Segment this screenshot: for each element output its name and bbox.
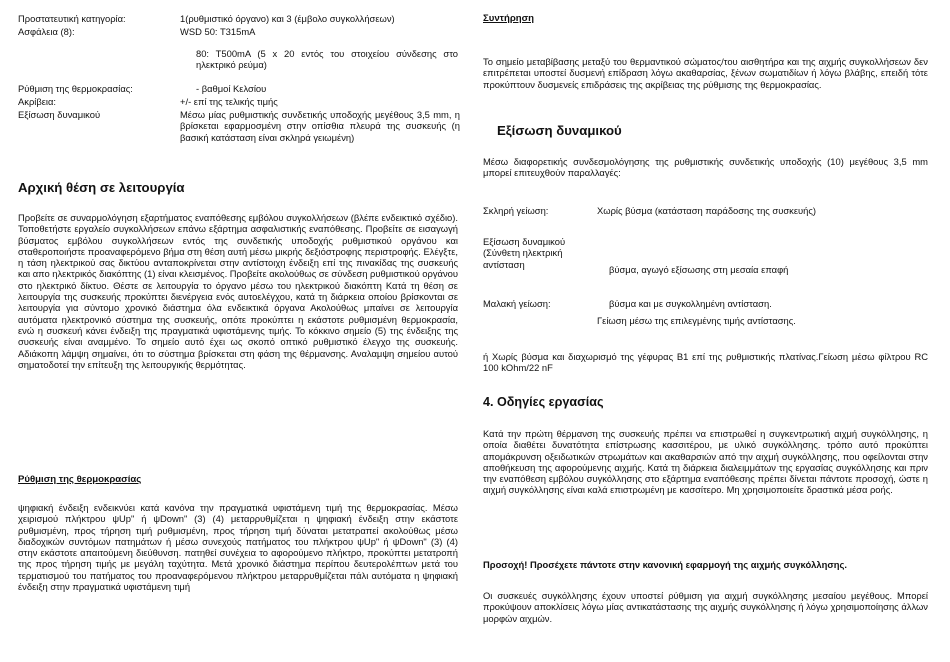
- spec-value: WSD 50: T315mA: [180, 26, 256, 37]
- grounding-value: Γείωση μέσω της επιλεγμένης τιμής αντίστασης.: [597, 315, 796, 326]
- equalization-heading: Εξίσωση δυναμικού: [497, 123, 622, 138]
- commissioning-heading: Αρχική θέση σε λειτουργία: [18, 180, 185, 195]
- grounding-row: [483, 205, 928, 217]
- equalization-intro: Μέσω διαφορετικής συνδεσμολόγησης της ρυθμιστικής συνδετικής υποδοχής (10) μεγέθους 3,5 mm μπορεί επιτευχθούν παραλλαγές:: [483, 156, 928, 179]
- equalization-note: ή Χωρίς βύσμα και διαχωρισμό της γέφυρας Β1 επί της ρυθμιστικής πλατίνας.Γείωση μέσω φίλτρου RC 100 kOhm/22 nF: [483, 351, 928, 374]
- grounding-value: βύσμα, αγωγό εξίσωσης στη μεσαία επαφή: [609, 264, 789, 275]
- temp-setting-text: ψηφιακή ένδειξη ενδεικνύει κατά κανόνα την πραγματικά υφιστάμενη τιμή της θερμοκρασίας. Μέσω χειρισμού πλήκτρου ψUp" ή ψDown" (3) (4) μεταρρυθμίζεται η ψηφιακή ένδειξη στην εκάστοτε ρυθμισμένη, προς τήρηση τιμή ρυθμισμένη, προς τήρηση τιμή δύναται μετατραπεί ακολούθως μέσω διαδοχικών συντόμων πατημάτων ή μέσω συνεχούς πατήματος του πλήκτρου ψUp" ή ψDown" (3) (4) στην εκάστοτε απαιτούμενη διεύθυνση. πατηθεί συνέχεια το αφορούμενο πλήκτρο, προκύπτει μετατροπή της προς τήρηση τιμής με μεγάλη ταχύτητα. Μετά χρονικό διάστημα περίπου δευτερολέπτων μετά του τερματισμού του πατήματος του προαναφερόμενου πλήκτρου μεταρρυθμίζεται πάλι αυτόματα η ψηφιακή ένδειξη στην πραγματικά υφιστάμενη τιμή: [18, 502, 458, 593]
- spec-key: Ακρίβεια:: [18, 96, 57, 107]
- final-text: Οι συσκευές συγκόλλησης έχουν υποστεί ρύθμιση για αιχμή συγκόλλησης μεσαίου μεγέθους. Μπορεί προκύψουν αποκλίσεις λόγω μίας αντικατάστασης της αιχμής συγκόλλησης ή λόγω χρησιμοποίησης άλλων μορφών αιχμών.: [483, 590, 928, 624]
- spec-row: [18, 26, 458, 38]
- grounding-row: [483, 236, 928, 275]
- spec-row: [18, 48, 458, 72]
- grounding-key: Σκληρή γείωση:: [483, 205, 549, 216]
- spec-value: 1(ρυθμιστικό όργανο) και 3 (έμβολο συγκολλήσεων): [180, 13, 395, 24]
- spec-key: Προστατευτική κατηγορία:: [18, 13, 126, 24]
- temp-setting-heading: Ρύθμιση της θερμοκρασίας: [18, 474, 142, 485]
- spec-value: 80: T500mA (5 x 20 εντός του στοιχείου σύνδεσης στο ηλεκτρικό ρεύμα): [196, 48, 458, 71]
- spec-key: Εξίσωση δυναμικού: [18, 109, 101, 120]
- grounding-value: Χωρίς βύσμα (κατάσταση παράδοσης της συσκευής): [597, 205, 816, 216]
- spec-row: [18, 109, 458, 145]
- commissioning-text: Προβείτε σε συναρμολόγηση εξαρτήματος εναπόθεσης εμβόλου συγκολλήσεων (βλέπε ενδεικτικό σχέδιο). Τοποθετήστε εργαλείο συγκολλήσεων επάνω εξάρτημα ασφαλιστικής εναπόθεσης. Προβείτε σε εισαγωγή βύσματος εμβόλου συγκολλήσεων εντός της συνδετικής υποδοχής ρυθμιστικού οργάνου και σταθεροποιήστε προαναφερόμενο βήμα στη θέση αυτή μέσω μικρής δεξιόστροφης περιστροφής. Ελέγξτε, η τάση ηλεκτρικού σας δικτύου ανταποκρίνεται στην αντίστοιχη ένδειξη επί της πινακίδας της συσκευής και απο ηλεκτρικός διακόπτης (1) είναι κλεισμένος. Προβείτε ακολούθως σε σύνδεση ρυθμιστικού οργάνου στο ηλεκτρικό δίκτυο. Θέστε σε λειτουργία το όργανο μέσω του ηλεκτρικού διακόπτη Κατά τη θέση σε λειτουργία της συσκευής προκύπτει διενέργεια ενός αυτοελέγχου, κατά τη διάρκεια οποίου βρίσκονται σε λειτουργία για σύντομο χρονικό διάστημα όλα ενδεικτικά όργανα Ακολούθως μπαίνει σε λειτουργία αυτόματα ηλεκτρονικό σύστημα της συσκευής, οπότε προκύπτει η εκάστοτε ρυθμισμένη θερμοκρασία, ενώ η συσκευή κάνει ένδειξη της πραγματικά υφιστάμενης τιμής. Το κόκκινο σημείο (5) της ένδειξης της συσκευής είναι αναμμένο. Το σημείο αυτό έχει ως σκοπό οπτικό ρυθμιστικό έλεγχο της συσκευής. Αδιάκοπη λάμψη σημαίνει, ότι το σύστημα βρίσκεται στη φάση της θέρμανσης. Αναλαμψη σημείου αυτού σηματοδοτεί την επίτευξη της λειτουργικής θερμότητας.: [18, 212, 458, 370]
- grounding-row: [483, 315, 928, 327]
- grounding-row: [483, 298, 928, 310]
- left-column: [18, 0, 458, 662]
- maintenance-text: Το σημείο μεταβίβασης μεταξύ του θερμαντικού σώματος/του αισθητήρα και της αιχμής συγκολλήσεων δεν επιτρέπεται υποστεί δυσμενή επίδραση λόγω ακαθαρσίας, ξένων σωματιδίων ή λόγω βλάβης, επειδή τότε προκύπτουν δυσμενείς επιδράσεις της ακρίβειας της ρύθμισης της θερμοκρασίας.: [483, 56, 928, 90]
- grounding-key: Εξίσωση δυναμικού (Σύνθετη ηλεκτρική αντίσταση: [483, 236, 566, 270]
- right-column: [483, 0, 928, 662]
- spec-key: Ασφάλεια (8):: [18, 26, 75, 37]
- maintenance-heading: Συντήρηση: [483, 13, 535, 24]
- spec-value: Μέσω μίας ρυθμιστικής συνδετικής υποδοχής μεγέθους 3,5 mm, η βρίσκεται εφαρμοσμένη στην οπίσθια πλευρά της συσκευής (η βασική κατάσταση είναι σκληρά γειωμένη): [180, 109, 460, 143]
- spec-value: - βαθμοί Κελσίου: [196, 83, 267, 94]
- instructions-heading: 4. Οδηγίες εργασίας: [483, 395, 604, 409]
- warning-text: Προσοχή! Προσέχετε πάντοτε στην κανονική εφαρμογή της αιχμής συγκόλλησης.: [483, 559, 847, 570]
- spec-row: [18, 83, 458, 95]
- grounding-key: Μαλακή γείωση:: [483, 298, 551, 309]
- spec-row: [18, 96, 458, 108]
- spec-row: [18, 13, 458, 25]
- spec-key: Ρύθμιση της θερμοκρασίας:: [18, 83, 133, 94]
- spec-value: +/- επί της τελικής τιμής: [180, 96, 278, 107]
- grounding-value: βύσμα και με συγκολλημένη αντίσταση.: [609, 298, 772, 309]
- instructions-text: Κατά την πρώτη θέρμανση της συσκευής πρέπει να επιστρωθεί η συγκεντρωτική αιχμή συγκόλλησης, η οποία διαθέτει δυνατότητα επίστρωσης κασσιτέρου, με υλικό συγκόλλησης. τρόπο αυτό προκύπτει απομάκρυνση οξειδωτικών στρωμάτων και ακαθαρσιών από την αιχμή συγκόλλησης, που οφείλονται στην αποθήκευση της αφορούμενης αιχμής. Κατά τη διάρκεια διαλειμμάτων της εργασίας συγκόλλησης και πριν την εναπόθεση εμβόλου συγκόλλησης στο εξάρτημα εναπόθεσης πρέπει δίνεται πάντοτε προσοχή, ώστε η αιχμή συγκόλλησης είναι καλά επιστρωμένη με κασσίτερο. Μη χρησιμοποιείτε δραστικά μέσα ροής.: [483, 428, 928, 496]
